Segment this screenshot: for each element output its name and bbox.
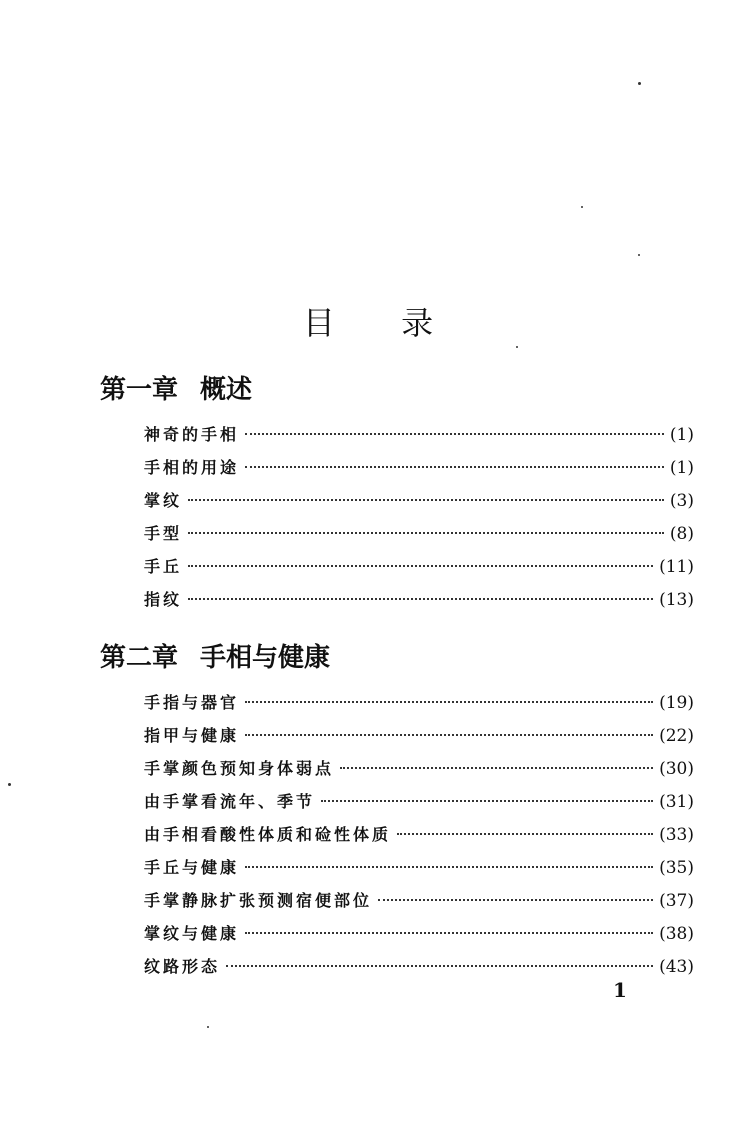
dot-leader [245, 701, 653, 703]
entry-title: 手丘 [144, 557, 183, 576]
scan-speck [207, 1026, 209, 1028]
dot-leader [245, 466, 664, 468]
dot-leader [245, 932, 653, 934]
dot-leader [397, 833, 653, 835]
dot-leader [245, 734, 653, 736]
entry-title: 神奇的手相 [144, 425, 240, 444]
entry-page: (30) [659, 759, 694, 779]
chapter-2 [100, 638, 700, 983]
chapter-1 [100, 370, 700, 616]
toc-entry[interactable] [100, 517, 694, 550]
toc-entry[interactable] [100, 719, 694, 752]
chapter-name: 概述 [200, 375, 253, 405]
entry-page: (19) [659, 693, 694, 713]
page-number: 1 [613, 978, 627, 1002]
entry-title: 由手相看酸性体质和硷性体质 [144, 825, 392, 844]
entry-page: (31) [659, 792, 694, 812]
dot-leader [378, 899, 653, 901]
entry-title: 纹路形态 [144, 957, 221, 976]
chapter-entries [100, 686, 700, 983]
entry-page: (1) [669, 425, 694, 445]
scan-speck [581, 206, 583, 208]
dot-leader [226, 965, 653, 967]
entry-page: (3) [669, 491, 694, 511]
toc-entry[interactable] [100, 851, 694, 884]
toc-entry[interactable] [100, 583, 694, 616]
entry-title: 掌纹 [144, 491, 183, 510]
toc-entry[interactable] [100, 752, 694, 785]
scan-speck [638, 82, 641, 85]
entry-page: (8) [669, 524, 694, 544]
chapter-heading [100, 638, 700, 678]
toc-entry[interactable] [100, 950, 694, 983]
toc-entry[interactable] [100, 884, 694, 917]
toc-entry[interactable] [100, 917, 694, 950]
dot-leader [245, 866, 653, 868]
entry-page: (1) [669, 458, 694, 478]
chapter-number: 第一章 [100, 375, 179, 405]
entry-title: 手相的用途 [144, 458, 240, 477]
dot-leader [340, 767, 653, 769]
entry-title: 指甲与健康 [144, 726, 240, 745]
chapter-number: 第二章 [100, 643, 179, 673]
entry-page: (11) [659, 557, 694, 577]
toc-entry[interactable] [100, 686, 694, 719]
scan-speck [8, 783, 11, 786]
chapter-entries [100, 418, 700, 616]
entry-page: (38) [659, 924, 694, 944]
entry-page: (33) [659, 825, 694, 845]
entry-title: 由手掌看流年、季节 [144, 792, 316, 811]
entry-title: 手掌静脉扩张预测宿便部位 [144, 891, 373, 910]
entry-page: (22) [659, 726, 694, 746]
toc-entry[interactable] [100, 484, 694, 517]
dot-leader [188, 598, 653, 600]
toc-entry[interactable] [100, 550, 694, 583]
chapter-heading [100, 370, 700, 410]
entry-page: (13) [659, 590, 694, 610]
toc-title: 目 录 [302, 304, 462, 342]
entry-title: 手型 [144, 524, 183, 543]
toc-entry[interactable] [100, 818, 694, 851]
dot-leader [188, 499, 664, 501]
entry-title: 手指与器官 [144, 693, 240, 712]
toc-entry[interactable] [100, 418, 694, 451]
entry-title: 手丘与健康 [144, 858, 240, 877]
entry-page: (43) [659, 957, 694, 977]
entry-title: 手掌颜色预知身体弱点 [144, 759, 335, 778]
entry-title: 掌纹与健康 [144, 924, 240, 943]
dot-leader [188, 532, 664, 534]
chapter-name: 手相与健康 [200, 643, 331, 673]
toc-entry[interactable] [100, 451, 694, 484]
scan-speck [638, 254, 640, 256]
dot-leader [321, 800, 653, 802]
entry-page: (35) [659, 858, 694, 878]
dot-leader [245, 433, 664, 435]
entry-title: 指纹 [144, 590, 183, 609]
dot-leader [188, 565, 653, 567]
toc-entry[interactable] [100, 785, 694, 818]
scan-speck [516, 346, 518, 348]
entry-page: (37) [659, 891, 694, 911]
